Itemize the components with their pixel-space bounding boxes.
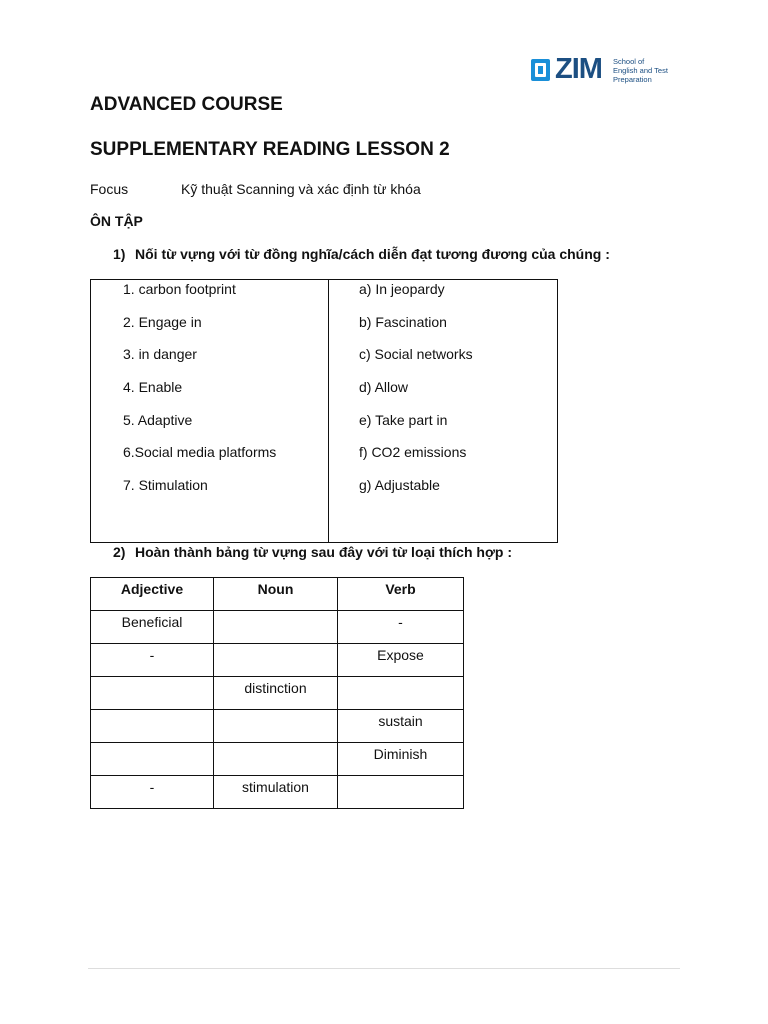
book-icon	[531, 59, 550, 81]
terms-list	[123, 280, 276, 509]
table-row	[91, 644, 464, 677]
table-cell[interactable]	[214, 743, 338, 776]
synonyms-list	[359, 280, 473, 509]
table-cell[interactable]: -	[91, 776, 214, 809]
table-cell[interactable]	[214, 710, 338, 743]
matching-table	[90, 279, 558, 543]
logo-tagline-line: English and Test	[613, 66, 668, 75]
synonym-item: c) Social networks	[359, 346, 473, 363]
question-number: 2)	[113, 544, 126, 560]
synonym-item: e) Take part in	[359, 411, 448, 428]
table-cell[interactable]	[91, 677, 214, 710]
question-text: Hoàn thành bảng từ vựng sau đây với từ loại thích hợp :	[135, 544, 513, 560]
header-adjective: Adjective	[91, 578, 214, 611]
table-cell[interactable]: sustain	[338, 710, 464, 743]
table-cell[interactable]: Diminish	[338, 743, 464, 776]
table-cell[interactable]	[214, 611, 338, 644]
column-divider	[328, 280, 329, 542]
table-cell[interactable]	[91, 710, 214, 743]
header-verb: Verb	[338, 578, 464, 611]
term-item: 7. Stimulation	[123, 477, 208, 494]
term-item: 6.Social media platforms	[123, 444, 277, 461]
question-1	[113, 246, 610, 262]
synonym-item: g) Adjustable	[359, 477, 440, 494]
table-cell[interactable]	[338, 776, 464, 809]
header-noun: Noun	[214, 578, 338, 611]
table-row	[91, 776, 464, 809]
term-item: 2. Engage in	[123, 313, 202, 330]
table-cell[interactable]: Beneficial	[91, 611, 214, 644]
logo-tagline-line: School of	[613, 57, 645, 66]
synonym-item: d) Allow	[359, 379, 409, 396]
logo-wordmark: ZIM	[555, 53, 602, 85]
word-form-table	[90, 577, 464, 809]
zim-logo	[531, 53, 671, 88]
page-title: ADVANCED COURSE	[90, 94, 283, 115]
table-cell[interactable]: -	[91, 644, 214, 677]
table-cell[interactable]	[338, 677, 464, 710]
focus-value: Kỹ thuật Scanning và xác định từ khóa	[181, 181, 421, 197]
table-cell[interactable]: stimulation	[214, 776, 338, 809]
term-item: 3. in danger	[123, 346, 197, 363]
question-text: Nối từ vựng với từ đồng nghĩa/cách diễn đạt tương đương của chúng :	[135, 246, 610, 262]
table-cell[interactable]	[91, 743, 214, 776]
synonym-item: b) Fascination	[359, 313, 447, 330]
footer-divider	[88, 968, 680, 969]
term-item: 4. Enable	[123, 379, 183, 396]
question-number: 1)	[113, 246, 126, 262]
synonym-item: f) CO2 emissions	[359, 444, 467, 461]
term-item: 5. Adaptive	[123, 411, 193, 428]
synonym-item: a) In jeopardy	[359, 281, 445, 297]
table-row	[91, 677, 464, 710]
section-heading: ÔN TẬP	[90, 213, 143, 229]
table-header-row	[91, 578, 464, 611]
lesson-title: SUPPLEMENTARY READING LESSON 2	[90, 139, 450, 160]
table-row	[91, 611, 464, 644]
table-cell[interactable]: distinction	[214, 677, 338, 710]
table-cell[interactable]: Expose	[338, 644, 464, 677]
focus-label: Focus	[90, 181, 129, 197]
logo-tagline	[613, 57, 673, 84]
table-cell[interactable]: -	[338, 611, 464, 644]
table-cell[interactable]	[214, 644, 338, 677]
term-item: 1. carbon footprint	[123, 281, 236, 297]
question-2	[113, 544, 512, 560]
table-row	[91, 710, 464, 743]
table-row	[91, 743, 464, 776]
logo-tagline-line: Preparation	[613, 75, 652, 84]
